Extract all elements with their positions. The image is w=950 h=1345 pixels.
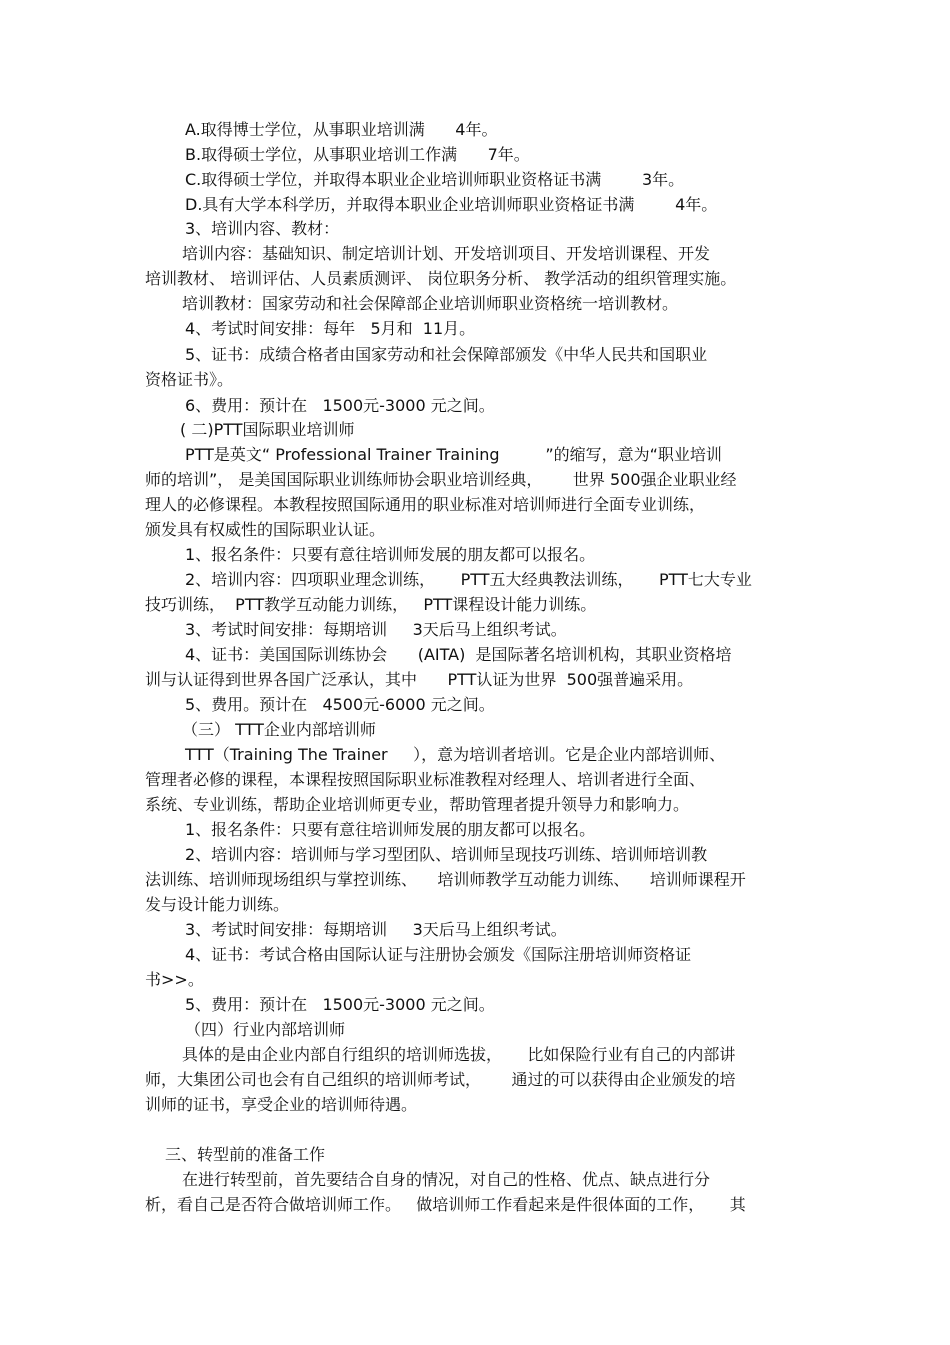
text-line: 法训练、培训师现场组织与掌控训练、 培训师教学互动能力训练、 培训师课程开 bbox=[145, 870, 746, 889]
text-line: 训与认证得到世界各国广泛承认，其中 PTT认证为世界 500强普遍采用。 bbox=[145, 670, 694, 689]
text-line: 5、证书：成绩合格者由国家劳动和社会保障部颁发《中华人民共和国职业 bbox=[185, 345, 708, 364]
text-line: 2、培训内容：四项职业理念训练， PTT五大经典教法训练， PTT七大专业 bbox=[185, 570, 752, 589]
section-heading: 三、转型前的准备工作 bbox=[165, 1145, 326, 1164]
text-line: C.取得硕士学位，并取得本职业企业培训师职业资格证书满 3年。 bbox=[185, 170, 685, 189]
text-line: 析，看自己是否符合做培训师工作。 做培训师工作看起来是件很体面的工作， 其 bbox=[145, 1195, 746, 1214]
text-line: 培训内容：基础知识、制定培训计划、开发培训项目、开发培训课程、开发 bbox=[182, 244, 711, 263]
text-line: 3、考试时间安排：每期培训 3天后马上组织考试。 bbox=[185, 920, 567, 939]
text-line: 4、证书：美国国际训练协会 (AITA) 是国际著名培训机构，其职业资格培 bbox=[185, 645, 732, 664]
text-line: 3、考试时间安排：每期培训 3天后马上组织考试。 bbox=[185, 620, 567, 639]
text-line: 5、费用。预计在 4500元-6000 元之间。 bbox=[185, 695, 495, 714]
text-line: 颁发具有权威性的国际职业认证。 bbox=[145, 520, 386, 539]
text-line: 技巧训练， PTT教学互动能力训练， PTT课程设计能力训练。 bbox=[145, 595, 597, 614]
text-line: 2、培训内容：培训师与学习型团队、培训师呈现技巧训练、培训师培训教 bbox=[185, 845, 708, 864]
text-line: 4、证书：考试合格由国际认证与注册协会颁发《国际注册培训师资格证 bbox=[185, 945, 692, 964]
text-line: 培训教材、 培训评估、人员素质测评、 岗位职务分析、 教学活动的组织管理实施。 bbox=[145, 269, 737, 288]
section-heading: ( 二)PTT国际职业培训师 bbox=[180, 420, 355, 439]
text-line: 6、费用：预计在 1500元-3000 元之间。 bbox=[185, 396, 495, 415]
text-line: 书>>。 bbox=[145, 970, 204, 989]
section-heading: （四）行业内部培训师 bbox=[185, 1020, 346, 1039]
text-line: 具体的是由企业内部自行组织的培训师选拔， 比如保险行业有自己的内部讲 bbox=[182, 1045, 736, 1064]
text-line: 管理者必修的课程，本课程按照国际职业标准教程对经理人、培训者进行全面、 bbox=[145, 770, 706, 789]
text-line: 师，大集团公司也会有自己组织的培训师考试， 通过的可以获得由企业颁发的培 bbox=[145, 1070, 736, 1089]
text-line: 训师的证书，享受企业的培训师待遇。 bbox=[145, 1095, 418, 1114]
text-line: 5、费用：预计在 1500元-3000 元之间。 bbox=[185, 995, 495, 1014]
text-line: 资格证书》。 bbox=[145, 370, 234, 389]
text-line: 培训教材：国家劳动和社会保障部企业培训师职业资格统一培训教材。 bbox=[182, 294, 679, 313]
text-line: 师的培训”， 是美国国际职业训练师协会职业培训经典， 世界 500强企业职业经 bbox=[145, 470, 737, 489]
text-line: 发与设计能力训练。 bbox=[145, 895, 290, 914]
text-line: D.具有大学本科学历，并取得本职业企业培训师职业资格证书满 4年。 bbox=[185, 195, 718, 214]
text-line: PTT是英文“ Professional Trainer Training ”的缩写，意为“职业培训 bbox=[185, 445, 722, 464]
text-line: 1、报名条件：只要有意往培训师发展的朋友都可以报名。 bbox=[185, 820, 596, 839]
text-line: 理人的必修课程。本教程按照国际通用的职业标准对培训师进行全面专业训练， bbox=[145, 495, 706, 514]
text-line: 系统、专业训练，帮助企业培训师更专业，帮助管理者提升领导力和影响力。 bbox=[145, 795, 690, 814]
text-line: A.取得博士学位，从事职业培训满 4年。 bbox=[185, 120, 498, 139]
text-line: B.取得硕士学位，从事职业培训工作满 7年。 bbox=[185, 145, 530, 164]
text-line: TTT（Training The Trainer ），意为培训者培训。它是企业内部培训师、 bbox=[185, 745, 726, 764]
section-heading: （三） TTT企业内部培训师 bbox=[182, 720, 376, 739]
text-line: 1、报名条件：只要有意往培训师发展的朋友都可以报名。 bbox=[185, 545, 596, 564]
text-line: 在进行转型前，首先要结合自身的情况，对自己的性格、优点、缺点进行分 bbox=[182, 1170, 711, 1189]
section-heading: 4、考试时间安排：每年 5月和 11月。 bbox=[185, 319, 476, 338]
section-heading: 3、培训内容、教材： bbox=[185, 219, 340, 238]
